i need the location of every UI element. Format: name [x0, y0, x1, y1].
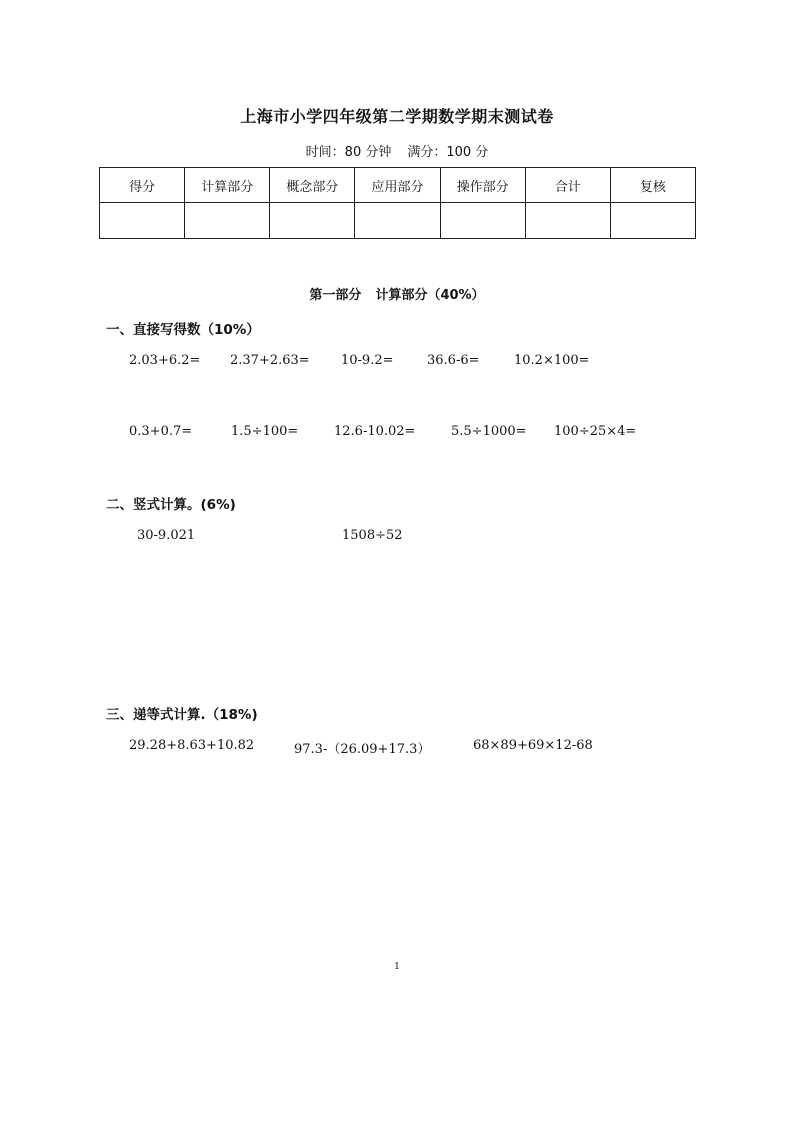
- problem-item: 1508÷52: [342, 528, 403, 543]
- score-entry-cell[interactable]: [270, 203, 355, 239]
- score-header-cell: 计算部分: [185, 168, 270, 203]
- score-table: [99, 167, 696, 239]
- part-one-heading: [0, 284, 794, 303]
- part-one-subtitle: 计算部分（40%）: [375, 288, 485, 303]
- problem-item: 10.2×100=: [514, 353, 590, 368]
- page-number: 1: [394, 962, 400, 972]
- score-header-cell: 合计: [525, 168, 610, 203]
- section-two-heading: 二、竖式计算。(6%): [106, 497, 236, 513]
- problem-item: 29.28+8.63+10.82: [129, 738, 255, 753]
- score-header-cell: 应用部分: [355, 168, 440, 203]
- full-score-label: 满分：100 分: [407, 145, 489, 160]
- score-table-entry-row: [100, 203, 696, 239]
- score-entry-cell[interactable]: [525, 203, 610, 239]
- time-label: 时间：80 分钟: [305, 145, 392, 160]
- score-header-cell: 操作部分: [440, 168, 525, 203]
- problem-item: 36.6-6=: [427, 353, 480, 368]
- problem-item: 2.37+2.63=: [230, 353, 310, 368]
- problem-item: 30-9.021: [137, 528, 196, 543]
- problem-item: 97.3-（26.09+17.3）: [294, 742, 431, 757]
- score-header-cell: 得分: [100, 168, 185, 203]
- section-one-heading: 一、直接写得数（10%）: [106, 322, 260, 338]
- problem-item: 1.5÷100=: [231, 424, 299, 439]
- score-entry-cell[interactable]: [440, 203, 525, 239]
- score-header-cell: 复核: [610, 168, 695, 203]
- problem-item: 68×89+69×12-68: [473, 738, 593, 753]
- score-table-header-row: [100, 168, 696, 203]
- exam-info: [0, 141, 794, 160]
- exam-title: 上海市小学四年级第二学期数学期末测试卷: [240, 107, 554, 126]
- problem-item: 10-9.2=: [341, 353, 394, 368]
- problem-item: 5.5÷1000=: [451, 424, 527, 439]
- score-entry-cell[interactable]: [100, 203, 185, 239]
- score-entry-cell[interactable]: [610, 203, 695, 239]
- problem-item: 12.6-10.02=: [334, 424, 416, 439]
- score-entry-cell[interactable]: [355, 203, 440, 239]
- problem-item: 100÷25×4=: [554, 424, 637, 439]
- problem-item: 0.3+0.7=: [129, 424, 193, 439]
- score-header-cell: 概念部分: [270, 168, 355, 203]
- problem-item: 2.03+6.2=: [129, 353, 201, 368]
- score-entry-cell[interactable]: [185, 203, 270, 239]
- part-one-label: 第一部分: [309, 288, 362, 303]
- section-three-heading: 三、递等式计算.（18%): [106, 707, 258, 723]
